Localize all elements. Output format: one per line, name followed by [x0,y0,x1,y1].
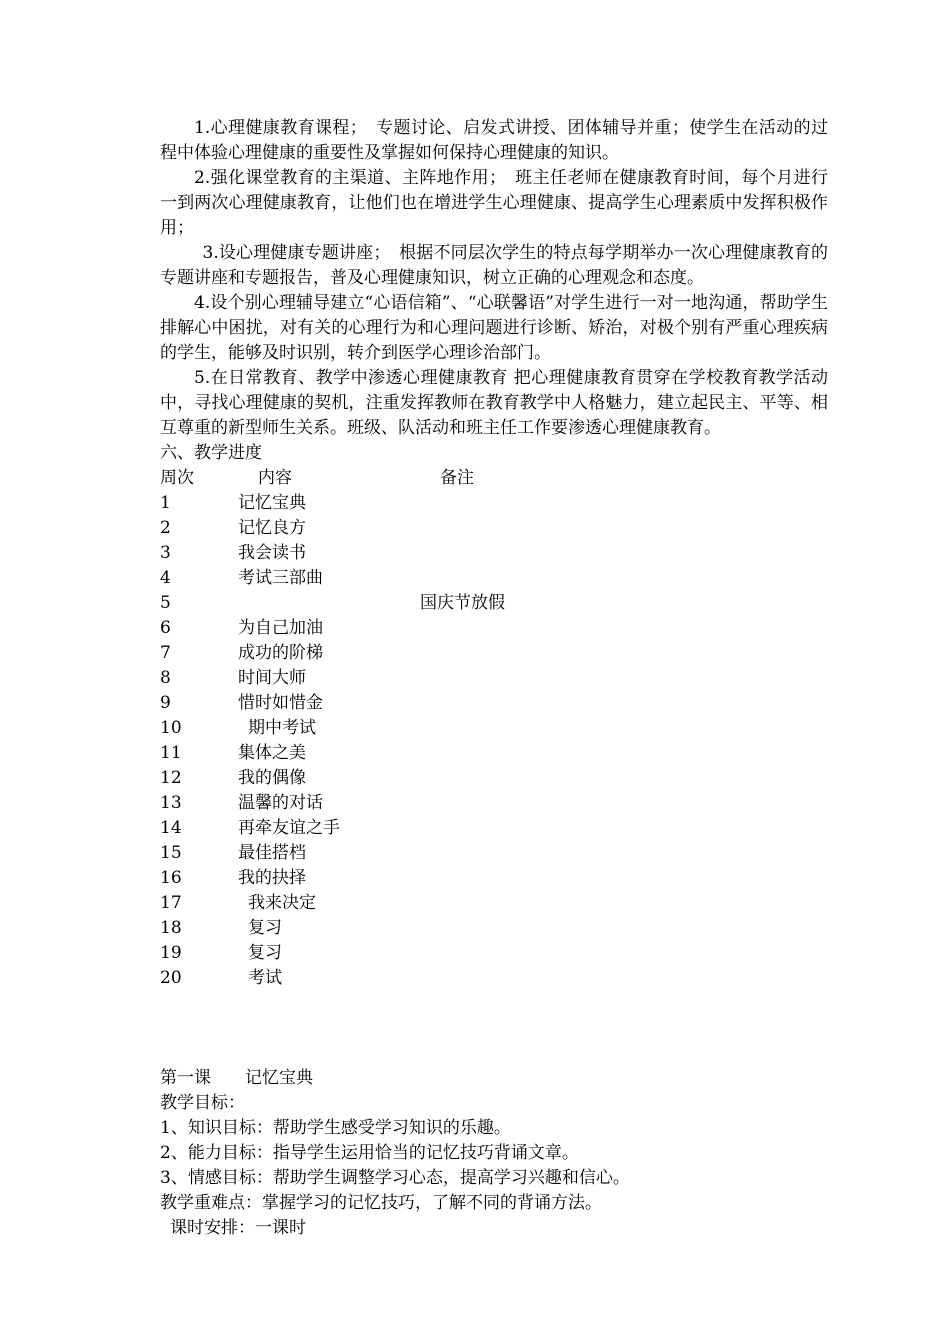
lesson-topic: 温馨的对话 [238,793,323,813]
schedule-row [160,916,720,941]
lesson-topic: 我来决定 [248,893,316,913]
lesson-topic: 记忆宝典 [238,493,306,513]
lesson-topic: 集体之美 [238,743,306,763]
lesson-title: 第一课 记忆宝典 [160,1068,313,1088]
schedule-row [160,641,720,666]
lesson-topic: 我会读书 [238,543,306,563]
week-number: 20 [160,968,182,988]
week-number: 9 [160,693,171,713]
lesson-topic: 我的偶像 [238,768,306,788]
week-number: 17 [160,893,182,913]
week-number: 5 [160,593,171,613]
header-note: 备注 [440,468,474,488]
week-number: 12 [160,768,182,788]
header-content: 内容 [258,468,292,488]
schedule-header-row [160,466,720,491]
week-number: 18 [160,918,182,938]
key-points: 教学重难点：掌握学习的记忆技巧，了解不同的背诵方法。 [160,1193,602,1213]
schedule-row [160,891,720,916]
paragraph-3: 3.设心理健康专题讲座； 根据不同层次学生的特点每学期举办一次心理健康教育的专题讲座和专题报告，普及心理健康知识，树立正确的心理观念和态度。 [160,243,828,288]
lesson-note: 国庆节放假 [420,593,505,613]
schedule-row [160,616,720,641]
objectives-label: 教学目标： [160,1093,245,1113]
paragraph-1: 1.心理健康教育课程； 专题讨论、启发式讲授、团体辅导并重；使学生在活动的过程中体验心理健康的重要性及掌握如何保持心理健康的知识。 [160,118,828,163]
schedule-row [160,516,720,541]
week-number: 15 [160,843,182,863]
schedule-row [160,716,720,741]
week-number: 16 [160,868,182,888]
week-number: 11 [160,743,182,763]
lesson-topic: 我的抉择 [238,868,306,888]
schedule-row [160,966,720,991]
objective-emotion: 3、情感目标：帮助学生调整学习心态，提高学习兴趣和信心。 [160,1168,630,1188]
paragraph-4: 4.设个别心理辅导建立“心语信箱”、“心联馨语”对学生进行一对一地沟通，帮助学生排解心中困扰，对有关的心理行为和心理问题进行诊断、矫治，对极个别有严重心理疾病的学生，能够及时识别，转介到医学心理诊治部门。 [160,293,828,363]
schedule-row [160,666,720,691]
schedule-section-title: 六、教学进度 [160,443,262,463]
schedule-row [160,541,720,566]
schedule-row [160,841,720,866]
lesson-topic: 考试三部曲 [238,568,323,588]
week-number: 6 [160,618,171,638]
lesson-topic: 考试 [248,968,282,988]
class-hours: 课时安排：一课时 [170,1218,306,1238]
lesson-topic: 期中考试 [248,718,316,738]
objective-knowledge: 1、知识目标：帮助学生感受学习知识的乐趣。 [160,1118,511,1138]
lesson-topic: 再牵友谊之手 [238,818,340,838]
week-number: 7 [160,643,171,663]
paragraph-5: 5.在日常教育、教学中渗透心理健康教育 把心理健康教育贯穿在学校教育教学活动中，寻找心理健康的契机，注重发挥教师在教育教学中人格魅力，建立起民主、平等、相互尊重的新型师生关系。班级、队活动和班主任工作要渗透心理健康教育。 [160,368,828,438]
objective-ability: 2、能力目标：指导学生运用恰当的记忆技巧背诵文章。 [160,1143,579,1163]
week-number: 14 [160,818,182,838]
schedule-row [160,866,720,891]
week-number: 10 [160,718,182,738]
lesson-topic: 复习 [248,918,282,938]
lesson-topic: 为自己加油 [238,618,323,638]
week-number: 3 [160,543,171,563]
week-number: 8 [160,668,171,688]
schedule-row [160,816,720,841]
lesson-topic: 最佳搭档 [238,843,306,863]
week-number: 2 [160,518,171,538]
lesson-topic: 成功的阶梯 [238,643,323,663]
schedule-row [160,591,720,616]
lesson-topic: 时间大师 [238,668,306,688]
lesson-topic: 惜时如惜金 [238,693,323,713]
week-number: 4 [160,568,171,588]
schedule-row [160,566,720,591]
lesson-topic: 记忆良方 [238,518,306,538]
paragraph-2: 2.强化课堂教育的主渠道、主阵地作用； 班主任老师在健康教育时间，每个月进行一到两次心理健康教育，让他们也在增进学生心理健康、提高学生心理素质中发挥积极作用； [160,168,828,238]
schedule-row [160,491,720,516]
week-number: 19 [160,943,182,963]
schedule-row [160,941,720,966]
lesson-topic: 复习 [248,943,282,963]
schedule-row [160,791,720,816]
header-week: 周次 [160,468,194,488]
schedule-row [160,691,720,716]
schedule-row [160,766,720,791]
schedule-row [160,741,720,766]
week-number: 1 [160,493,171,513]
week-number: 13 [160,793,182,813]
